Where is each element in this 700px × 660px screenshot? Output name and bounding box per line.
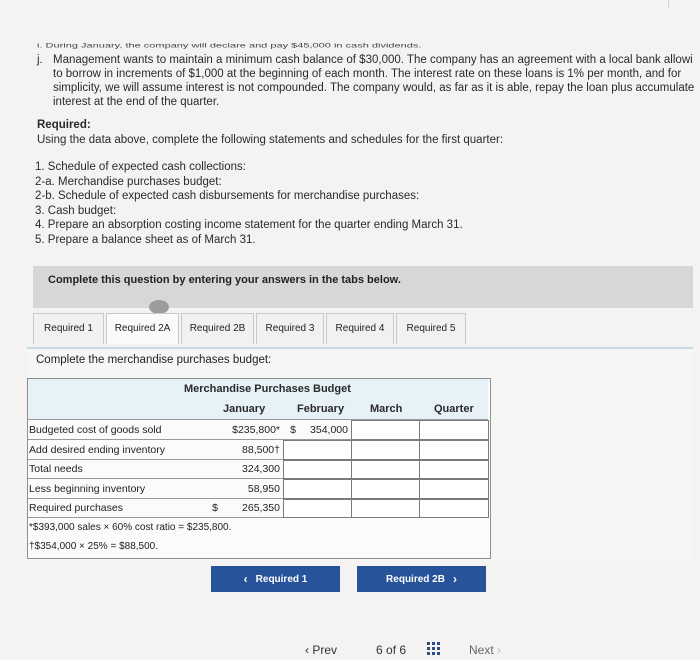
- column-header-march: March: [370, 403, 403, 415]
- january-ending-inventory-value: 88,500†: [242, 444, 280, 456]
- chevron-left-icon: ‹: [305, 643, 313, 657]
- pager-prev-label: Prev: [312, 643, 338, 657]
- required-purchases-currency: $: [212, 502, 218, 514]
- question-instruction-text: Complete this question by entering your answers in the tabs below.: [48, 274, 401, 286]
- next-tab-label: Required 2B: [386, 573, 445, 585]
- tab-required-2a[interactable]: Required 2A: [106, 313, 179, 344]
- pager-current: 6: [376, 643, 383, 657]
- active-tab-indicator: [149, 300, 169, 314]
- tab-required-2b[interactable]: Required 2B: [181, 313, 254, 344]
- pager-next-label: Next: [469, 643, 494, 657]
- footnote-ending-inventory: †$354,000 × 25% = $88,500.: [29, 541, 159, 552]
- tab-required-1[interactable]: Required 1: [33, 313, 104, 344]
- january-total-needs-value: 324,300: [242, 463, 280, 475]
- required-list-item: 5. Prepare a balance sheet as of March 31.: [35, 233, 256, 246]
- cutoff-text-line: i. During January, the company will declare and pay $45,000 in cash dividends.: [37, 42, 422, 50]
- tab-required-5[interactable]: Required 5: [396, 313, 466, 344]
- required-intro: Using the data above, complete the following statements and schedules for the first quarter:: [37, 134, 504, 146]
- january-beginning-inventory-value: 58,950: [247, 483, 280, 495]
- row-label-beginning-inventory: Less beginning inventory: [29, 483, 146, 495]
- pager-of: of: [386, 643, 397, 657]
- grid-icon[interactable]: [427, 642, 441, 656]
- february-total-needs-input[interactable]: [283, 460, 352, 479]
- required-heading: Required:: [37, 119, 91, 131]
- january-cogs-value: $235,800*: [232, 424, 280, 436]
- chevron-right-icon: ›: [493, 643, 502, 657]
- row-label-ending-inventory: Add desired ending inventory: [29, 444, 166, 456]
- tab-required-4[interactable]: Required 4: [326, 313, 394, 344]
- february-ending-inventory-input[interactable]: [283, 440, 352, 460]
- row-label-required-purchases: Required purchases: [29, 502, 123, 514]
- row-label-total-needs: Total needs: [29, 463, 83, 475]
- item-j-line-4: interest at the end of the quarter.: [53, 96, 220, 108]
- quarter-beginning-inventory-input[interactable]: [419, 479, 489, 499]
- footnote-cogs: *$393,000 sales × 60% cost ratio = $235,800.: [29, 522, 232, 533]
- column-header-quarter: Quarter: [434, 403, 474, 415]
- required-list-item: 3. Cash budget:: [35, 204, 117, 217]
- column-header-february: February: [297, 403, 345, 415]
- item-j-line-3: simplicity, we will assume interest is not compounded. The company would, as far as it is able, repay the loan plus accumulate: [53, 82, 695, 94]
- problem-item-j: [37, 53, 700, 109]
- item-j-line-2: to borrow in increments of $1,000 at the beginning of each month. The interest rate on these loans is 1% per month, and for: [53, 68, 682, 80]
- required-list-item: 2-a. Merchandise purchases budget:: [35, 175, 222, 188]
- column-header-january: January: [223, 403, 266, 415]
- quarter-cogs-input[interactable]: [419, 420, 489, 440]
- march-cogs-input[interactable]: [351, 420, 420, 440]
- previous-tab-label: Required 1: [255, 573, 308, 585]
- quarter-total-needs-input[interactable]: [419, 460, 489, 479]
- next-tab-button[interactable]: [357, 566, 486, 592]
- pager-position: [376, 643, 406, 657]
- march-total-needs-input[interactable]: [351, 460, 420, 479]
- march-beginning-inventory-input[interactable]: [351, 479, 420, 499]
- item-j-label: j.: [37, 54, 43, 66]
- march-ending-inventory-input[interactable]: [351, 440, 420, 460]
- row-label-budgeted-cogs: Budgeted cost of goods sold: [29, 424, 162, 436]
- february-cogs-currency: $: [290, 424, 296, 436]
- february-beginning-inventory-input[interactable]: [283, 479, 352, 499]
- january-required-purchases-value: 265,350: [242, 502, 280, 514]
- panel-title: Complete the merchandise purchases budget:: [36, 354, 272, 366]
- required-list-item: 4. Prepare an absorption costing income statement for the quarter ending March 31.: [35, 219, 463, 231]
- pager-total: 6: [399, 643, 407, 657]
- quarter-required-purchases-input[interactable]: [419, 499, 489, 518]
- item-j-line-1: Management wants to maintain a minimum cash balance of $30,000. The company has an agreement with a local bank allowi: [53, 54, 693, 66]
- required-list: [35, 160, 463, 247]
- quarter-ending-inventory-input[interactable]: [419, 440, 489, 460]
- chevron-right-icon: ›: [452, 572, 457, 586]
- pager-next-button[interactable]: [469, 643, 501, 657]
- pager-prev-button[interactable]: [305, 643, 337, 657]
- top-right-frame: [668, 0, 700, 8]
- march-required-purchases-input[interactable]: [351, 499, 420, 518]
- february-cogs-value: 354,000: [310, 424, 348, 436]
- previous-tab-button[interactable]: [211, 566, 340, 592]
- chevron-left-icon: ‹: [243, 572, 248, 586]
- february-required-purchases-input[interactable]: [283, 499, 352, 518]
- tab-required-3[interactable]: Required 3: [256, 313, 324, 344]
- required-list-item: 1. Schedule of expected cash collections:: [35, 161, 246, 173]
- question-instruction-bar: [33, 266, 693, 308]
- required-list-item: 2-b. Schedule of expected cash disbursements for merchandise purchases:: [35, 190, 420, 202]
- table-title: Merchandise Purchases Budget: [184, 383, 351, 395]
